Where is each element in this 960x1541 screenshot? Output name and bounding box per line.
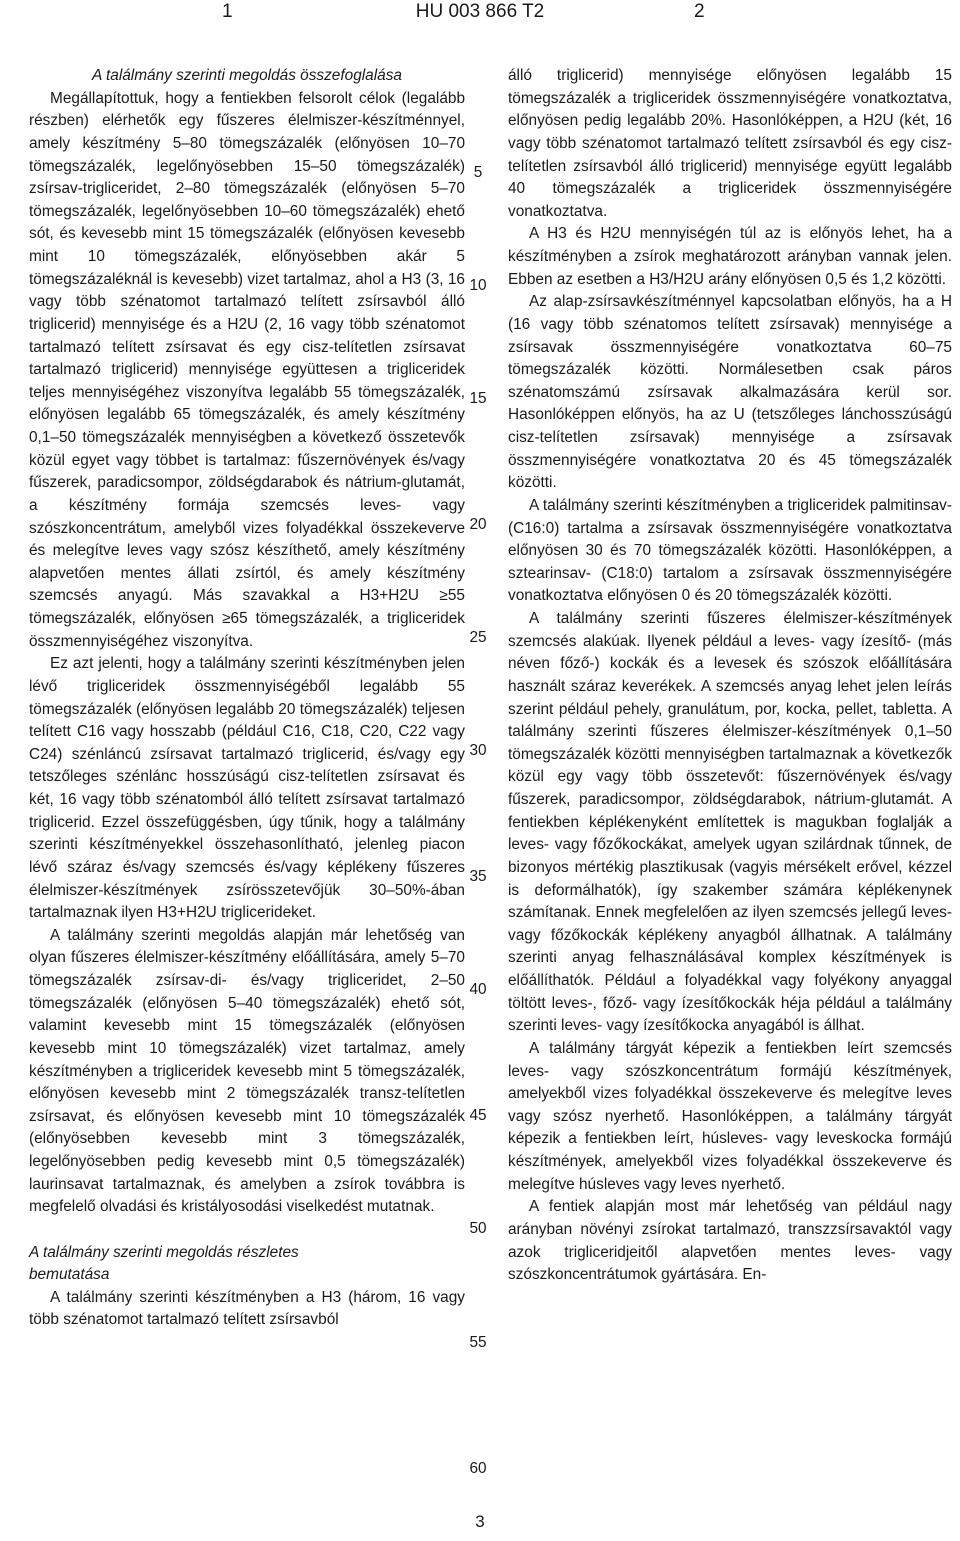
line-number: 10 [469,277,487,294]
detail-heading-line-1: A találmány szerinti megoldás részletes [29,1243,299,1261]
line-number: 30 [469,742,487,759]
line-number: 55 [469,1334,487,1351]
paragraph: A fentiek alapján most már lehetőség van például nagy arányban növényi zsírokat tartalmazó, transzzsírsavaktól vagy azok trigliceridjeitől alapvetően mentes leves- vagy szószkoncentrátumok gyártására. En- [508,1198,952,1284]
paragraph: A találmány szerinti megoldás alapján már lehetőség van olyan fűszeres élelmiszer-készítmény előállítására, amely 5–70 tömegszázalék zsírsav-di- és/vagy trigliceridet, 2–50 tömegszázalék (előnyösen 5–40 tömegszázalék) ehető sót, valamint kevesebb mint 15 tömegszázalék (előnyösen kevesebb mint 10 tömegszázalék) vizet tartalmaz, amely készítményben a trigliceridek kevesebb mint 5 tömegszázalék, előnyösen kevesebb mint 2 tömegszázalék transz-telítetlen zsírsavat, és előnyösen kevesebb mint 10 tömegszázalék (előnyösebben kevesebb mint 3 tömegszázalék, legelőnyösebben pedig kevesebb mint 0,5 tömegszázalék) laurinsavat tartalmaznak, és amelyben a zsírok továbbra is megfelelő olvadási és kristályosodási viselkedést mutatnak. [29,926,465,1216]
left-column [29,65,465,1332]
footer-page-number: 3 [475,1512,485,1531]
line-number: 50 [469,1220,487,1237]
line-number: 45 [469,1107,487,1124]
line-number: 20 [469,516,487,533]
summary-heading: A találmány szerinti megoldás összefoglalása [92,67,402,84]
line-number: 60 [469,1460,487,1477]
paragraph: Ez azt jelenti, hogy a találmány szerinti készítményben jelen lévő trigliceridek összmennyiségéből legalább 55 tömegszázalék (előnyösen legalább 20 tömegszázalék) teljesen telített C16 vagy hosszabb (például C16, C18, C20, C22 vagy C24) szénláncú zsírsavat tartalmazó triglicerid, és/vagy egy tetszőleges szénlánc hosszúságú cisz-telítetlen zsírsavat és két, 16 vagy több szénatomból álló telített zsírsavat tartalmazó triglicerid. Ezzel összefüggésben, úgy tűnik, hogy a találmány szerinti készítményekkel összehasonlítható, jelenleg piacon lévő száraz és/vagy szemcsés és/vagy képlékeny fűszeres élelmiszer-készítmények zsírösszetevőjük 30–50%-ában tartalmaznak ilyen H3+H2U triglicerideket. [29,655,465,922]
page-number-right: 2 [694,1,705,22]
paragraph: Megállapítottuk, hogy a fentiekben felsorolt célok (legalább részben) elérhetők egy fűszeres élelmiszer-készítménnyel, amely készítmény 5–80 tömegszázalék (előnyösen 10–70 tömegszázalék, legelőnyösebben 15–50 tömegszázalék) zsírsav-trigliceridet, 2–80 tömegszázalék (előnyösen 5–70 tömegszázalék, legelőnyösebben 10–60 tömegszázalék) ehető sót, és kevesebb mint 15 tömegszázalék (előnyösen kevesebb mint 10 tömegszázalék, előnyösebben akár 5 tömegszázaléknál is kevesebb) vizet tartalmaz, ahol a H3 (3, 16 vagy több szénatomot tartalmazó telített zsírsavból álló triglicerid) mennyisége és a H2U (2, 16 vagy több szénatomot tartalmazó telített zsírsavat és egy cisz-telítetlen zsírsavat tartalmazó triglicerid) mennyisége együttesen a trigliceridek teljes mennyiségéhez viszonyítva legalább 55 tömegszázalék, előnyösen legalább 65 tömegszázalék, és amely készítmény 0,1–50 tömegszázalék mennyiségben a következő összetevők közül egyet vagy többet is tartalmaz: fűszernövények és/vagy fűszerek, paradicsompor, zöldségdarabok és nátrium-glutamát, a készítmény formája szemcsés leves- vagy szószkoncentrátum, amelyből vizes folyadékkal összekeverve és melegítve leves vagy szósz készíthető, amely készítmény alapvetően mentes állati zsírtól, és amely készítmény szemcsés anyagú. Más szavakkal a H3+H2U ≥55 tömegszázalék, előnyösen ≥65 tömegszázalék, a trigliceridek összmennyiségéhez viszonyítva. [29,89,465,650]
line-number: 35 [469,868,487,885]
right-column [508,65,952,1287]
page-number-left: 1 [222,1,233,22]
line-number: 5 [473,164,483,181]
paragraph: A találmány szerinti készítményben a H3 (három, 16 vagy több szénatomot tartalmazó telített zsírsavból [29,1288,465,1329]
paragraph: álló triglicerid) mennyisége előnyösen legalább 15 tömegszázalék a trigliceridek összmennyiségére vonatkoztatva, előnyösen pedig legalább 20%. Hasonlóképpen, a H2U (két, 16 vagy több szénatomot tartalmazó telített zsírsavból és egy cisz-telítetlen zsírsavból álló triglicerid) mennyisége együtt legalább 40 tömegszázalék a trigliceridek összmennyiségére vonatkoztatva. [508,67,952,220]
detail-heading-line-2: bemutatása [29,1266,110,1284]
paragraph: A H3 és H2U mennyiségén túl az is előnyös lehet, ha a készítményben a zsírok meghatározott arányban vannak jelen. Ebben az esetben a H3/H2U arány előnyösen 0,5 és 1,2 közötti. [508,225,952,288]
paragraph: A találmány szerinti készítményben a trigliceridek palmitinsav- (C16:0) tartalma a zsírsavak összmennyiségére vonatkoztatva előnyösen 30 és 70 tömegszázalék közötti. Hasonlóképpen, a sztearinsav- (C18:0) tartalom a zsírsavak összmennyiségére vonatkoztatva előnyösen 0 és 20 tömegszázalék közötti. [508,496,952,605]
paragraph: A találmány tárgyát képezik a fentiekben leírt szemcsés leves- vagy szószkoncentrátum formájú készítmények, amelyekből vizes folyadékkal összekeverve és melegítve leves vagy szósz nyerhető. Hasonlóképpen, a találmány tárgyát képezik a fentiekben leírt, húsleves- vagy leveskocka formájú készítmények, amelyekből vizes folyadékkal összekeverve és melegítve húsleves vagy leves nyerhető. [508,1039,952,1193]
document-id: HU 003 866 T2 [415,1,545,22]
line-number: 15 [469,390,487,407]
paragraph: A találmány szerinti fűszeres élelmiszer-készítmények szemcsés alakúak. Ilyenek például a leves- vagy ízesítő- (más néven főző-) kockák és a levesek és szószok előállítására használt száraz keverékek. A szemcsés anyag lehet jelen leírás szerint például pehely, granulátum, por, kocka, pellet, tabletta. A találmány szerinti fűszeres élelmiszer-készítmények 0,1–50 tömegszázalék közötti mennyiségben tartalmaznak a következők közül egy vagy több összetevőt: fűszernövények és/vagy fűszerek, paradicsompor, zöldségdarabok, nátrium-glutamát. A fentiekben képlékenyként említettek is magukban foglalják a leves- vagy főzőkockákat, amelyek ugyan szilárdnak tűnnek, de bizonyos mértékig plasztikusak (vagyis mérsékelt erővel, kézzel is deformálhatók), így szakember számára képlékenynek számítanak. Ennek megfelelően az ilyen szemcsés jellegű leves- vagy főzőkockák képlékeny anyagból állhatnak. A találmány szerinti anyag felhasználásával komplex készítmények is előállíthatók. Például a folyadékkal vagy folyékony anyaggal töltött leves-, főző- vagy ízesítőkockák héja például a találmány szerinti leves- vagy ízesítőkocka anyagából is állhat. [508,610,952,1035]
line-number: 25 [469,629,487,646]
line-number: 40 [469,981,487,998]
paragraph: Az alap-zsírsavkészítménnyel kapcsolatban előnyös, ha a H (16 vagy több szénatomos telített zsírsavak) mennyisége a zsírsavak összmennyiségére vonatkoztatva 60–75 tömegszázalék közötti. Normálesetben csak páros szénatomszámú zsírsavak alkalmazására kerül sor. Hasonlóképpen előnyös, ha az U (tetszőleges lánchosszúságú cisz-telítetlen zsírsavak) mennyisége a zsírsavak összmennyiségére vonatkoztatva 20 és 45 tömegszázalék közötti. [508,293,952,492]
